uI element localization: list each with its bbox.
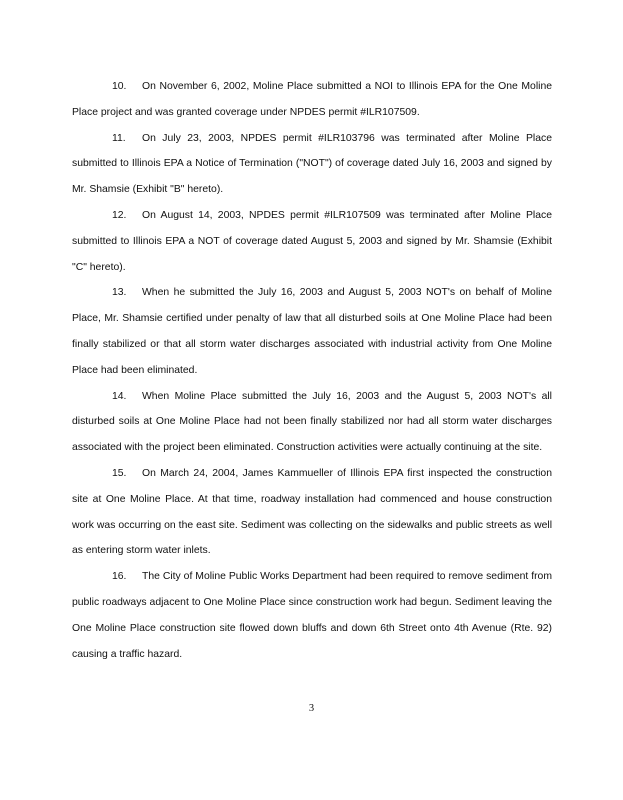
paragraph-number: 16. xyxy=(112,571,127,583)
paragraph-text: On August 14, 2003, NPDES permit #ILR107509 was terminated after Moline Place submitted to Illinois EPA a NOT of coverage dated August 5, 2003 and signed by Mr. Shamsie (Exhibit "C" hereto). xyxy=(72,209,552,273)
paragraph-11 xyxy=(72,126,552,203)
paragraph-12 xyxy=(72,203,552,280)
paragraph-13 xyxy=(72,280,552,383)
paragraph-number: 10. xyxy=(112,81,127,92)
paragraph-text: On November 6, 2002, Moline Place submitted a NOI to Illinois EPA for the One Moline Place project and was granted coverage under NPDES permit #ILR107509. xyxy=(72,81,552,118)
paragraph-14 xyxy=(72,384,552,461)
paragraph-number: 11. xyxy=(112,132,126,144)
paragraph-text: When Moline Place submitted the July 16, 2003 and the August 5, 2003 NOT's all disturbed soils at One Moline Place had not been finally stabilized nor had all storm water discharges associated with the project been eliminated. Construction activities were actually continuing at the site. xyxy=(72,390,552,454)
document-body xyxy=(72,74,552,667)
paragraph-text: The City of Moline Public Works Department had been required to remove sediment from public roadways adjacent to One Moline Place since construction work had begun. Sediment leaving the One Moline Place construction site flowed down bluffs and down 6th Street onto 4th Avenue (Rte. 92) causing a traffic hazard. xyxy=(72,571,552,660)
paragraph-text: On July 23, 2003, NPDES permit #ILR103796 was terminated after Moline Place submitted to Illinois EPA a Notice of Termination ("NOT") of coverage dated July 16, 2003 and signed by Mr. Shamsie (Exhibit "B" hereto). xyxy=(72,132,552,196)
paragraph-number: 14. xyxy=(112,390,127,402)
paragraph-16 xyxy=(72,564,552,667)
page-number: 3 xyxy=(308,703,315,714)
paragraph-15 xyxy=(72,461,552,564)
paragraph-number: 12. xyxy=(112,209,127,221)
paragraph-text: When he submitted the July 16, 2003 and August 5, 2003 NOT's on behalf of Moline Place, Mr. Shamsie certified under penalty of law that all disturbed soils at One Moline Place had been finally stabilized or that all storm water discharges associated with industrial activity from One Moline Place had been eliminated. xyxy=(72,287,552,376)
paragraph-10 xyxy=(72,74,552,126)
paragraph-number: 15. xyxy=(112,467,127,479)
paragraph-number: 13. xyxy=(112,287,127,299)
paragraph-text: On March 24, 2004, James Kammueller of Illinois EPA first inspected the construction site at One Moline Place. At that time, roadway installation had commenced and house construction work was occurring on the east site. Sediment was collecting on the sidewalks and public streets as well as entering storm water inlets. xyxy=(72,467,552,557)
